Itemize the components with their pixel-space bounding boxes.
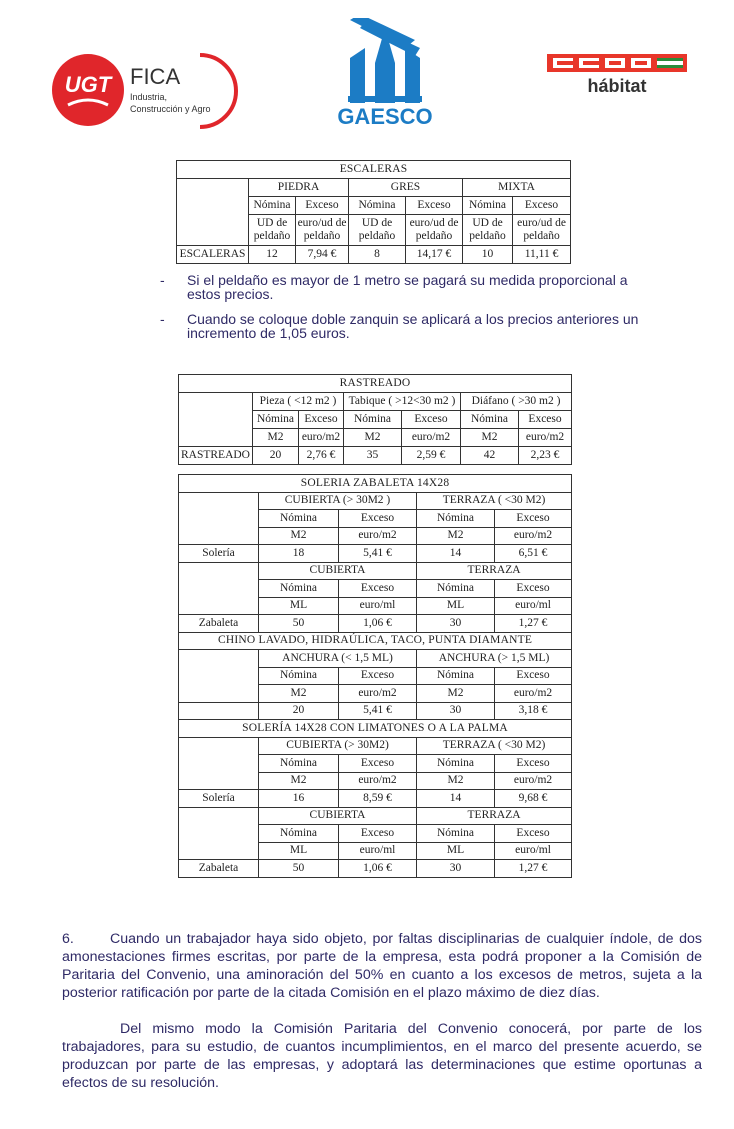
nomina-header: Nómina bbox=[259, 755, 339, 773]
unit-cell: euro/ud de peldaño bbox=[406, 215, 463, 246]
exceso-header: Exceso bbox=[339, 825, 417, 843]
unit-cell: euro/ml bbox=[339, 842, 417, 860]
gaesco-logo bbox=[330, 18, 440, 128]
bullet-dash: - bbox=[160, 272, 165, 288]
group-row bbox=[179, 492, 572, 510]
group-row bbox=[177, 179, 571, 197]
exceso-header: Exceso bbox=[339, 510, 417, 528]
title-row bbox=[177, 161, 571, 179]
value-cell: 2,23 € bbox=[519, 447, 572, 465]
value-cell: 42 bbox=[461, 447, 519, 465]
exceso-header: Exceso bbox=[519, 411, 572, 429]
table-row bbox=[179, 790, 572, 808]
value-cell: 7,94 € bbox=[296, 246, 349, 264]
title-row bbox=[179, 475, 572, 493]
nomina-header: Nómina bbox=[417, 667, 495, 685]
unit-cell: euro/m2 bbox=[339, 527, 417, 545]
title-row bbox=[179, 632, 572, 650]
group-row bbox=[179, 562, 572, 580]
empty-label-cell bbox=[179, 650, 259, 703]
empty-label-cell bbox=[179, 807, 259, 860]
row-label: RASTREADO bbox=[179, 447, 253, 465]
paragraph-number: 6. bbox=[62, 931, 74, 947]
value-cell: 1,06 € bbox=[339, 615, 417, 633]
group-header: CUBIERTA bbox=[259, 562, 417, 580]
row-label: ESCALERAS bbox=[177, 246, 249, 264]
value-cell: 30 bbox=[417, 860, 495, 878]
svg-text:Industria,: Industria, bbox=[130, 92, 168, 102]
group-header: CUBIERTA (> 30M2) bbox=[259, 737, 417, 755]
unit-cell: M2 bbox=[253, 429, 299, 447]
section-title: SOLERIA ZABALETA 14X28 bbox=[179, 475, 572, 493]
table-row bbox=[179, 702, 572, 720]
unit-cell: euro/m2 bbox=[495, 772, 572, 790]
unit-cell: euro/m2 bbox=[495, 527, 572, 545]
nomina-header: Nómina bbox=[417, 825, 495, 843]
empty-label-cell bbox=[179, 737, 259, 790]
nomina-header: Nómina bbox=[461, 411, 519, 429]
group-header: ANCHURA (< 1,5 ML) bbox=[259, 650, 417, 668]
note-text: Si el peldaño es mayor de 1 metro se pagará su medida proporcional a estos precios. bbox=[187, 272, 628, 302]
exceso-header: Exceso bbox=[513, 197, 571, 215]
value-cell: 30 bbox=[417, 702, 495, 720]
value-cell: 2,59 € bbox=[402, 447, 461, 465]
value-cell: 12 bbox=[249, 246, 296, 264]
nomina-header: Nómina bbox=[253, 411, 299, 429]
group-header: CUBIERTA bbox=[259, 807, 417, 825]
value-cell: 14 bbox=[417, 790, 495, 808]
rastreado-table bbox=[178, 374, 572, 465]
section-title: CHINO LAVADO, HIDRAÚLICA, TACO, PUNTA DIAMANTE bbox=[179, 632, 572, 650]
exceso-header: Exceso bbox=[339, 755, 417, 773]
exceso-header: Exceso bbox=[495, 510, 572, 528]
svg-text:hábitat: hábitat bbox=[587, 76, 647, 96]
empty-label-cell bbox=[179, 492, 259, 545]
paragraph-text: Cuando un trabajador haya sido objeto, por faltas disciplinarias de cualquier índole, de dos amonestaciones firmes escritas, por parte de la empresa, esta podrá proponer a la Comisión de Paritaria del Convenio, una aminoración del 50% en cuanto a los excesos de metros, sujeta a la posterior ratificación por parte de la citada Comisión en el plazo máximo de diez días. bbox=[62, 931, 702, 1001]
svg-text:FICA: FICA bbox=[130, 64, 181, 89]
unit-cell: UD de peldaño bbox=[249, 215, 296, 246]
group-header: PIEDRA bbox=[249, 179, 349, 197]
group-row bbox=[179, 807, 572, 825]
group-header: Diáfano ( >30 m2 ) bbox=[461, 393, 572, 411]
unit-cell: euro/ud de peldaño bbox=[296, 215, 349, 246]
nomina-header: Nómina bbox=[417, 580, 495, 598]
unit-cell: euro/m2 bbox=[519, 429, 572, 447]
exceso-header: Exceso bbox=[495, 755, 572, 773]
unit-cell: M2 bbox=[461, 429, 519, 447]
row-label: Zabaleta bbox=[179, 615, 259, 633]
table-row bbox=[179, 860, 572, 878]
value-cell: 8,59 € bbox=[339, 790, 417, 808]
section-title: SOLERÍA 14X28 CON LIMATONES O A LA PALMA bbox=[179, 720, 572, 738]
value-cell: 30 bbox=[417, 615, 495, 633]
row-label: Zabaleta bbox=[179, 860, 259, 878]
value-cell: 8 bbox=[349, 246, 406, 264]
svg-text:Construcción y Agro: Construcción y Agro bbox=[130, 104, 211, 114]
nomina-header: Nómina bbox=[259, 510, 339, 528]
empty-label-cell bbox=[179, 562, 259, 615]
unit-cell: euro/ml bbox=[495, 842, 572, 860]
nomina-header: Nómina bbox=[417, 510, 495, 528]
group-header: TERRAZA ( <30 M2) bbox=[417, 737, 572, 755]
group-header: Tabique ( >12<30 m2 ) bbox=[344, 393, 461, 411]
value-cell: 1,06 € bbox=[339, 860, 417, 878]
unit-cell: UD de peldaño bbox=[349, 215, 406, 246]
section-title: RASTREADO bbox=[179, 375, 572, 393]
value-cell: 18 bbox=[259, 545, 339, 563]
svg-text:GAESCO: GAESCO bbox=[337, 104, 433, 128]
unit-cell: ML bbox=[417, 597, 495, 615]
value-cell: 50 bbox=[259, 860, 339, 878]
unit-cell: M2 bbox=[344, 429, 402, 447]
unit-cell: UD de peldaño bbox=[463, 215, 513, 246]
value-cell: 35 bbox=[344, 447, 402, 465]
empty-label-cell bbox=[177, 179, 249, 246]
value-cell: 2,76 € bbox=[299, 447, 344, 465]
table-row bbox=[179, 615, 572, 633]
group-header: TERRAZA ( <30 M2) bbox=[417, 492, 572, 510]
group-header: Pieza ( <12 m2 ) bbox=[253, 393, 344, 411]
unit-cell: euro/m2 bbox=[339, 772, 417, 790]
ccoo-habitat-logo bbox=[545, 52, 690, 97]
value-cell: 5,41 € bbox=[339, 545, 417, 563]
group-row bbox=[179, 393, 572, 411]
table-row bbox=[179, 545, 572, 563]
nomina-header: Nómina bbox=[344, 411, 402, 429]
unit-cell: ML bbox=[417, 842, 495, 860]
group-header: GRES bbox=[349, 179, 463, 197]
nomina-header: Nómina bbox=[417, 755, 495, 773]
value-cell: 16 bbox=[259, 790, 339, 808]
unit-cell: ML bbox=[259, 597, 339, 615]
group-header: MIXTA bbox=[463, 179, 571, 197]
table-row bbox=[179, 447, 572, 465]
exceso-header: Exceso bbox=[299, 411, 344, 429]
unit-cell: M2 bbox=[417, 685, 495, 703]
value-cell: 3,18 € bbox=[495, 702, 572, 720]
title-row bbox=[179, 720, 572, 738]
paragraph-6 bbox=[62, 930, 702, 1002]
value-cell: 14,17 € bbox=[406, 246, 463, 264]
empty-label-cell bbox=[179, 393, 253, 447]
row-label bbox=[179, 702, 259, 720]
unit-cell: M2 bbox=[417, 772, 495, 790]
exceso-header: Exceso bbox=[495, 580, 572, 598]
unit-cell: M2 bbox=[259, 772, 339, 790]
value-cell: 50 bbox=[259, 615, 339, 633]
bullet-dash: - bbox=[160, 311, 165, 327]
value-cell: 20 bbox=[253, 447, 299, 465]
value-cell: 20 bbox=[259, 702, 339, 720]
unit-cell: euro/ud de peldaño bbox=[513, 215, 571, 246]
unit-cell: euro/m2 bbox=[402, 429, 461, 447]
value-cell: 10 bbox=[463, 246, 513, 264]
exceso-header: Exceso bbox=[406, 197, 463, 215]
ugt-fica-logo bbox=[50, 50, 240, 130]
value-cell: 1,27 € bbox=[495, 615, 572, 633]
group-header: TERRAZA bbox=[417, 562, 572, 580]
nomina-header: Nómina bbox=[259, 825, 339, 843]
exceso-header: Exceso bbox=[339, 667, 417, 685]
unit-cell: euro/m2 bbox=[339, 685, 417, 703]
exceso-header: Exceso bbox=[495, 825, 572, 843]
section-title: ESCALERAS bbox=[177, 161, 571, 179]
nomina-header: Nómina bbox=[249, 197, 296, 215]
exceso-header: Exceso bbox=[339, 580, 417, 598]
unit-cell: M2 bbox=[259, 527, 339, 545]
nomina-header: Nómina bbox=[463, 197, 513, 215]
unit-cell: ML bbox=[259, 842, 339, 860]
svg-text:UGT: UGT bbox=[64, 72, 112, 97]
group-header: TERRAZA bbox=[417, 807, 572, 825]
paragraph-comision bbox=[62, 1020, 702, 1092]
group-row bbox=[179, 650, 572, 668]
value-cell: 11,11 € bbox=[513, 246, 571, 264]
value-cell: 1,27 € bbox=[495, 860, 572, 878]
row-label: Solería bbox=[179, 545, 259, 563]
value-cell: 9,68 € bbox=[495, 790, 572, 808]
unit-cell: euro/ml bbox=[339, 597, 417, 615]
exceso-header: Exceso bbox=[296, 197, 349, 215]
title-row bbox=[179, 375, 572, 393]
note-text: Cuando se coloque doble zanquin se aplicará a los precios anteriores un incremento de 1,05 euros. bbox=[187, 311, 639, 341]
unit-cell: euro/m2 bbox=[495, 685, 572, 703]
unit-cell: euro/ml bbox=[495, 597, 572, 615]
value-cell: 5,41 € bbox=[339, 702, 417, 720]
group-row bbox=[179, 737, 572, 755]
value-cell: 14 bbox=[417, 545, 495, 563]
value-cell: 6,51 € bbox=[495, 545, 572, 563]
group-header: ANCHURA (> 1,5 ML) bbox=[417, 650, 572, 668]
row-label: Solería bbox=[179, 790, 259, 808]
nomina-header: Nómina bbox=[259, 580, 339, 598]
nomina-header: Nómina bbox=[349, 197, 406, 215]
escaleras-table bbox=[176, 160, 571, 264]
soleria-table bbox=[178, 474, 572, 878]
paragraph-text: Del mismo modo la Comisión Paritaria del Convenio conocerá, por parte de los trabajadores, para su estudio, de cuantos incumplimientos, en el marco del presente acuerdo, se produzcan por parte de las empresas, y adoptará las determinaciones que estime oportunas a efectos de su resolución. bbox=[62, 1021, 702, 1091]
exceso-header: Exceso bbox=[402, 411, 461, 429]
table-row bbox=[177, 246, 571, 264]
unit-cell: M2 bbox=[259, 685, 339, 703]
unit-cell: M2 bbox=[417, 527, 495, 545]
group-header: CUBIERTA (> 30M2 ) bbox=[259, 492, 417, 510]
unit-cell: euro/m2 bbox=[299, 429, 344, 447]
nomina-header: Nómina bbox=[259, 667, 339, 685]
exceso-header: Exceso bbox=[495, 667, 572, 685]
